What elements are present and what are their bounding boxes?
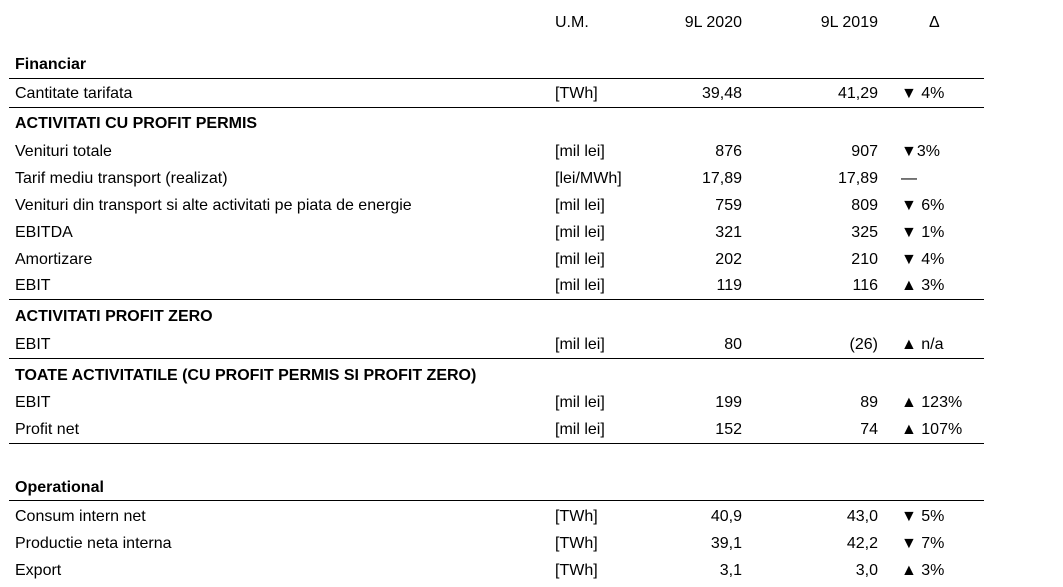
section-activitati-profit-zero — [9, 304, 984, 330]
value-2019-cell: 3,0 — [855, 562, 878, 579]
value-2019-cell: 17,89 — [837, 170, 878, 187]
row-label: Tarif mediu transport (realizat) — [15, 170, 228, 187]
table-row — [9, 273, 984, 299]
value-2019-cell: 89 — [860, 394, 878, 411]
value-2020-cell: 17,89 — [701, 170, 742, 187]
divider — [9, 107, 984, 108]
delta-cell: ▲ 3% — [901, 562, 945, 579]
row-label: Export — [15, 562, 62, 579]
value-2019-cell: 74 — [860, 421, 878, 438]
section-title: Operational — [15, 479, 104, 496]
delta-cell: ▲ 123% — [901, 394, 963, 411]
table-header — [9, 10, 984, 36]
delta-cell: ▼ 4% — [901, 85, 945, 102]
delta-cell: ▼ 5% — [901, 508, 945, 525]
value-2020-cell: 39,48 — [701, 85, 742, 102]
delta-cell: ▲ 107% — [901, 421, 963, 438]
value-2019-cell: 809 — [851, 197, 878, 214]
row-label: Profit net — [15, 421, 80, 438]
value-2020-cell: 40,9 — [710, 508, 742, 525]
divider — [9, 78, 984, 79]
unit-cell: [mil lei] — [555, 394, 605, 411]
unit-cell: [mil lei] — [555, 143, 605, 160]
value-2020-cell: 321 — [715, 224, 742, 241]
section-title: TOATE ACTIVITATILE (CU PROFIT PERMIS SI PROFIT ZERO) — [15, 367, 477, 384]
value-2019-cell: (26) — [849, 336, 878, 353]
section-title: ACTIVITATI PROFIT ZERO — [15, 308, 213, 325]
section-operational — [9, 475, 984, 501]
delta-cell: ▲ 3% — [901, 277, 945, 294]
table-row — [9, 166, 984, 192]
value-2020-cell: 80 — [724, 336, 742, 353]
value-2020-cell: 876 — [715, 143, 742, 160]
delta-cell: ▼ 1% — [901, 224, 945, 241]
row-label: Venituri totale — [15, 143, 112, 160]
unit-cell: [mil lei] — [555, 421, 605, 438]
table-row — [9, 504, 984, 530]
header-delta: Δ — [929, 14, 940, 31]
delta-cell: — — [901, 170, 917, 187]
header-9l-2020: 9L 2020 — [684, 14, 742, 31]
value-2019-cell: 325 — [851, 224, 878, 241]
header-um: U.M. — [555, 14, 589, 31]
section-title: ACTIVITATI CU PROFIT PERMIS — [15, 115, 258, 132]
unit-cell: [TWh] — [555, 562, 598, 579]
row-label: EBIT — [15, 277, 51, 294]
divider — [9, 299, 984, 300]
table-row — [9, 417, 984, 443]
value-2020-cell: 39,1 — [710, 535, 742, 552]
delta-cell: ▼3% — [901, 143, 940, 160]
row-label: EBIT — [15, 336, 51, 353]
delta-cell: ▼ 7% — [901, 535, 945, 552]
row-label: EBITDA — [15, 224, 73, 241]
value-2020-cell: 202 — [715, 251, 742, 268]
table-row — [9, 332, 984, 358]
value-2019-cell: 907 — [851, 143, 878, 160]
unit-cell: [mil lei] — [555, 336, 605, 353]
table-row — [9, 220, 984, 246]
unit-cell: [TWh] — [555, 85, 598, 102]
unit-cell: [mil lei] — [555, 197, 605, 214]
row-label: Venituri din transport si alte activitati pe piata de energie — [15, 197, 412, 214]
value-2019-cell: 43,0 — [846, 508, 878, 525]
unit-cell: [mil lei] — [555, 251, 605, 268]
value-2020-cell: 152 — [715, 421, 742, 438]
row-label: Amortizare — [15, 251, 93, 268]
table-row — [9, 247, 984, 273]
row-label: Cantitate tarifata — [15, 85, 133, 102]
row-label: Consum intern net — [15, 508, 146, 525]
value-2020-cell: 3,1 — [719, 562, 742, 579]
section-toate-activitatile — [9, 363, 984, 389]
row-label: Productie neta interna — [15, 535, 172, 552]
value-2019-cell: 42,2 — [846, 535, 878, 552]
header-9l-2019: 9L 2019 — [820, 14, 878, 31]
table-row — [9, 81, 984, 107]
value-2019-cell: 210 — [851, 251, 878, 268]
table-row — [9, 139, 984, 165]
value-2020-cell: 759 — [715, 197, 742, 214]
value-2020-cell: 119 — [716, 277, 742, 294]
divider — [9, 358, 984, 359]
section-financiar — [9, 52, 984, 78]
divider — [9, 500, 984, 501]
value-2019-cell: 116 — [852, 277, 878, 294]
section-title: Financiar — [15, 56, 87, 73]
unit-cell: [TWh] — [555, 535, 598, 552]
table-row — [9, 390, 984, 416]
value-2020-cell: 199 — [715, 394, 742, 411]
delta-cell: ▲ n/a — [901, 336, 944, 353]
row-label: EBIT — [15, 394, 51, 411]
unit-cell: [mil lei] — [555, 224, 605, 241]
divider — [9, 443, 984, 444]
table-row — [9, 193, 984, 219]
table-row — [9, 558, 984, 584]
unit-cell: [TWh] — [555, 508, 598, 525]
unit-cell: [mil lei] — [555, 277, 605, 294]
unit-cell: [lei/MWh] — [555, 170, 622, 187]
value-2019-cell: 41,29 — [837, 85, 878, 102]
delta-cell: ▼ 4% — [901, 251, 945, 268]
section-activitati-profit-permis — [9, 111, 984, 137]
delta-cell: ▼ 6% — [901, 197, 945, 214]
table-row — [9, 531, 984, 557]
